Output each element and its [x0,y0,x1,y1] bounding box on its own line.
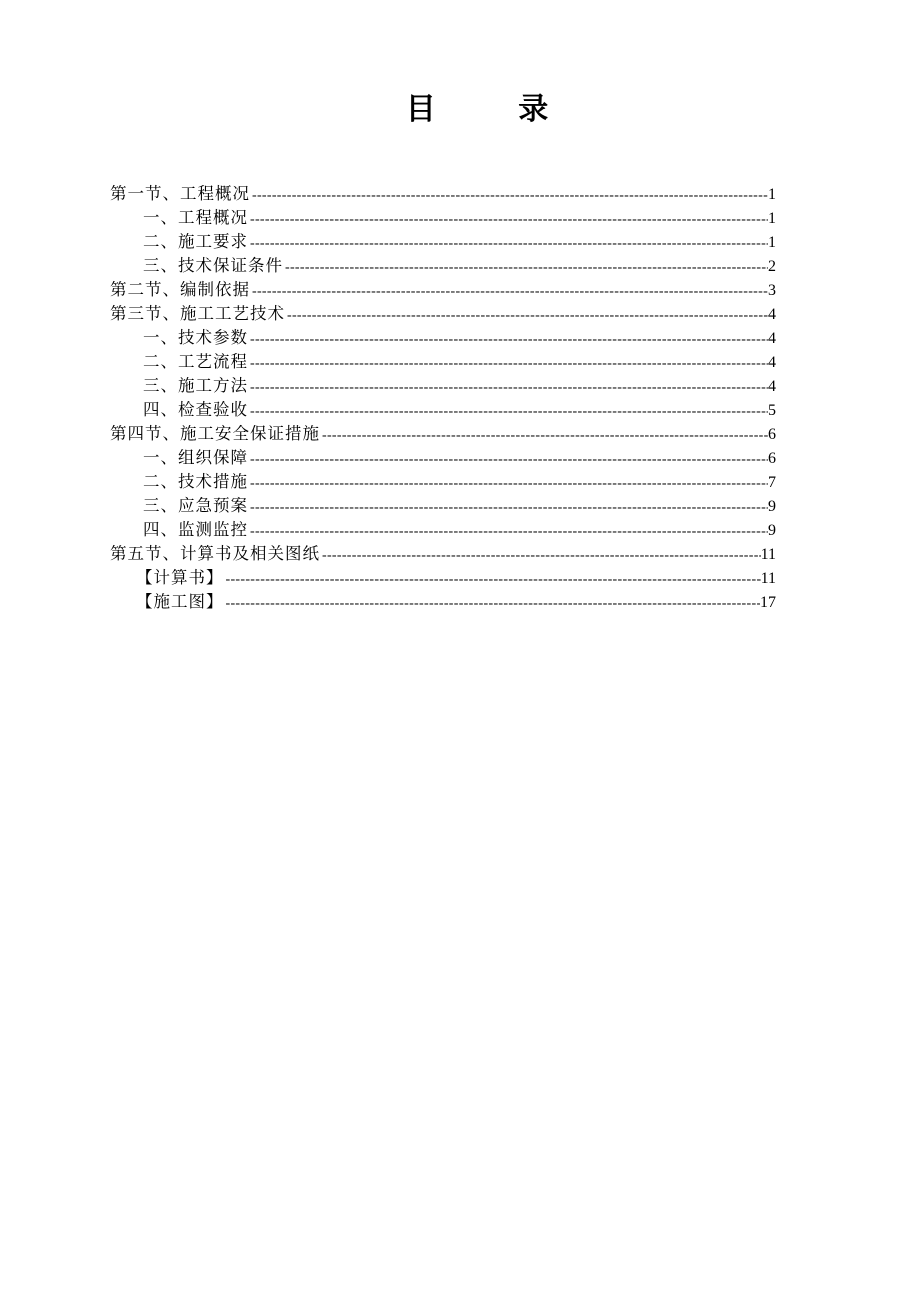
toc-dot-leader [248,328,768,352]
toc-entry-label: 一、技术参数 [143,328,248,347]
toc-entry-page-number: 17 [760,594,776,611]
toc-entry[interactable] [110,326,776,350]
toc-entry-page-number: 6 [768,426,776,443]
toc-entry[interactable] [110,470,776,494]
toc-dot-leader [224,568,761,592]
toc-dot-leader [248,208,768,232]
toc-entry-label: 第一节、工程概况 [110,184,250,203]
toc-entry-page-number: 7 [768,474,776,491]
toc-dot-leader [248,520,768,544]
toc-entry[interactable] [110,374,776,398]
toc-dot-leader [248,376,768,400]
toc-entry-page-number: 1 [768,234,776,251]
toc-entry-label: 二、施工要求 [143,232,248,251]
toc-dot-leader [250,184,768,208]
toc-entry-page-number: 5 [768,402,776,419]
toc-entry-page-number: 9 [768,522,776,539]
toc-dot-leader [248,496,768,520]
toc-entry-page-number: 4 [768,378,776,395]
toc-entry-label: 四、检查验收 [143,400,248,419]
toc-entry[interactable] [110,230,776,254]
toc-entry[interactable] [110,518,776,542]
toc-dot-leader [250,280,768,304]
toc-entry-label: 【施工图】 [136,592,224,611]
toc-entry-page-number: 4 [768,306,776,323]
toc-entry-label: 四、监测监控 [143,520,248,539]
toc-dot-leader [248,352,768,376]
toc-dot-leader [283,256,768,280]
toc-entry[interactable] [110,590,776,614]
toc-dot-leader [285,304,768,328]
toc-dot-leader [224,592,761,616]
toc-title: 目 录 [405,92,585,127]
toc-entry[interactable] [110,566,776,590]
toc-dot-leader [248,448,768,472]
toc-entry[interactable] [110,182,776,206]
toc-entry[interactable] [110,398,776,422]
toc-entry-page-number: 9 [768,498,776,515]
toc-entry-label: 二、工艺流程 [143,352,248,371]
toc-dot-leader [248,232,768,256]
toc-entry-page-number: 1 [768,186,776,203]
toc-entry-page-number: 6 [768,450,776,467]
toc-entry-page-number: 1 [768,210,776,227]
toc-entry-page-number: 2 [768,258,776,275]
toc-entry-label: 第二节、编制依据 [110,280,250,299]
toc-entry-page-number: 11 [760,546,776,563]
toc-entry-page-number: 11 [760,570,776,587]
toc-dot-leader [320,544,761,568]
toc-entry-label: 第五节、计算书及相关图纸 [110,544,320,563]
toc-dot-leader [248,400,768,424]
toc-entry-page-number: 4 [768,354,776,371]
toc-entry-page-number: 4 [768,330,776,347]
toc-entry[interactable] [110,278,776,302]
toc-dot-leader [320,424,768,448]
toc-entry-label: 三、施工方法 [143,376,248,395]
toc-entry[interactable] [110,350,776,374]
toc-entry-label: 三、应急预案 [143,496,248,515]
toc-entry[interactable] [110,446,776,470]
toc-entry-label: 【计算书】 [136,568,224,587]
toc-list [110,182,776,614]
toc-entry-label: 第四节、施工安全保证措施 [110,424,320,443]
toc-entry-label: 三、技术保证条件 [143,256,283,275]
toc-entry-label: 第三节、施工工艺技术 [110,304,285,323]
toc-dot-leader [248,472,768,496]
toc-entry-label: 二、技术措施 [143,472,248,491]
toc-entry-label: 一、组织保障 [143,448,248,467]
toc-entry[interactable] [110,494,776,518]
toc-entry[interactable] [110,542,776,566]
toc-entry[interactable] [110,302,776,326]
toc-entry[interactable] [110,254,776,278]
toc-entry-page-number: 3 [768,282,776,299]
toc-entry[interactable] [110,422,776,446]
toc-entry[interactable] [110,206,776,230]
toc-entry-label: 一、工程概况 [143,208,248,227]
